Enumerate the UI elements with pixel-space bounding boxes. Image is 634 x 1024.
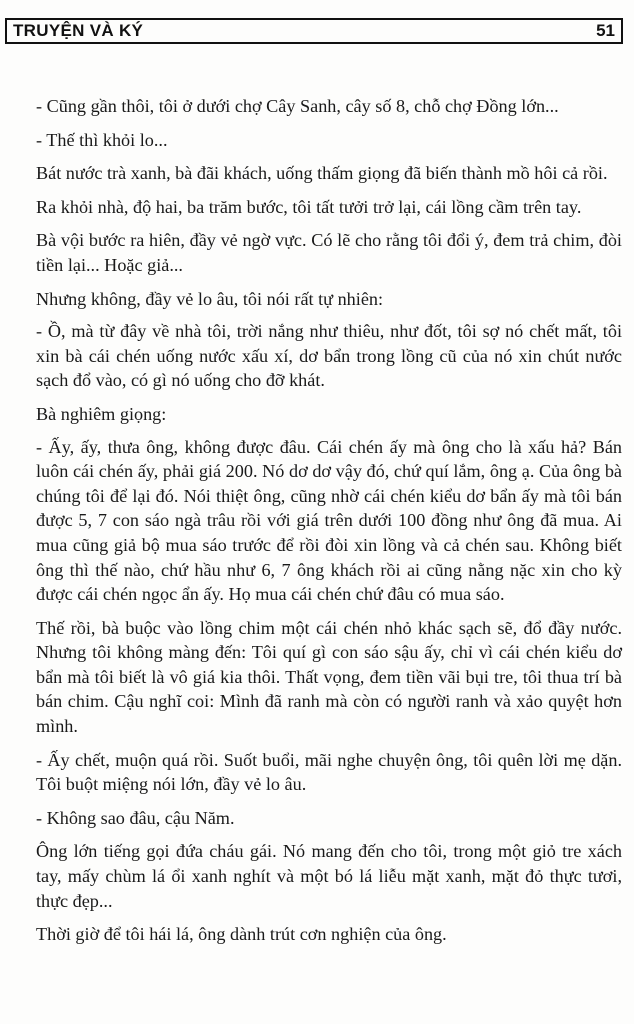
paragraph: Bà vội bước ra hiên, đầy vẻ ngờ vực. Có lẽ cho rằng tôi đổi ý, đem trả chim, đòi tiền lại... Hoặc giả... bbox=[36, 230, 622, 275]
paragraph: Thế rồi, bà buộc vào lồng chim một cái chén nhỏ khác sạch sẽ, đổ đầy nước. Nhưng tôi không màng đến: Tôi quí gì con sáo sậu ấy, chỉ vì cái chén kiểu dơ bẩn mà tôi biết là vô giá kia thôi. Thất vọng, đem tiền vãi bụi tre, tôi thua trí bà bán chim. Cậu nghĩ coi: Mình đã ranh mà còn có người ranh và xảo quyệt hơn mình. bbox=[36, 617, 622, 737]
running-header bbox=[5, 18, 623, 44]
body-text bbox=[36, 94, 622, 956]
paragraph: - Thế thì khỏi lo... bbox=[36, 129, 168, 150]
paragraph: Thời giờ để tôi hái lá, ông dành trút cơn nghiện của ông. bbox=[36, 924, 447, 945]
paragraph: - Cũng gần thôi, tôi ở dưới chợ Cây Sanh, cây số 8, chỗ chợ Đồng lớn... bbox=[36, 96, 559, 116]
paragraph: Ra khỏi nhà, độ hai, ba trăm bước, tôi tất tưởi trở lại, cái lồng cầm trên tay. bbox=[36, 196, 582, 217]
header-title: TRUYỆN VÀ KÝ bbox=[13, 21, 144, 40]
paragraph: - Ồ, mà từ đây về nhà tôi, trời nắng như thiêu, như đốt, tôi sợ nó chết mất, tôi xin bà cái chén uống nước xấu xí, dơ bẩn trong lồng cũ của nó xin chút nước sạch đổ vào, có gì nó uống cho đỡ khát. bbox=[36, 321, 622, 391]
paragraph: Bà nghiêm giọng: bbox=[36, 403, 167, 424]
paragraph: - Ấy chết, muộn quá rồi. Suốt buổi, mãi nghe chuyện ông, tôi quên lời mẹ dặn. Tôi buột miệng nói lớn, đầy vẻ lo âu. bbox=[36, 749, 622, 795]
paragraph: Ông lớn tiếng gọi đứa cháu gái. Nó mang đến cho tôi, trong một giỏ tre xách tay, mấy chùm lá ổi xanh nghít và một bó lá liễu mặt xanh, mặt đỏ thực tươi, thực đẹp... bbox=[36, 841, 622, 911]
paragraph: - Ấy, ấy, thưa ông, không được đâu. Cái chén ấy mà ông cho là xấu hả? Bán luôn cái chén ấy, phải giá 200. Nó dơ dơ vậy đó, chứ quí lắm, ông ạ. Của ông bà chúng tôi để lại đó. Nói thiệt ông, cũng nhờ cái chén kiểu dơ bẩn ấy mà tôi bán được 5, 7 con sáo ngà trâu rồi với giá trên dưới 100 đồng như ông đã mua. Ai mua cũng giả bộ mua sáo trước để rồi đòi xin lồng và cả chén sau. Không biết ông thì thế nào, chứ hầu như 6, 7 ông khách rồi ai cũng nằng nặc xin cho kỳ được cái chén ngọc ẩn ấy. Họ mua cái chén chứ đâu có mua sáo. bbox=[36, 436, 622, 605]
page-number: 51 bbox=[596, 21, 615, 40]
paragraph: - Không sao đâu, cậu Năm. bbox=[36, 807, 235, 828]
paragraph: Bát nước trà xanh, bà đãi khách, uống thấm giọng đã biến thành mồ hôi cả rồi. bbox=[36, 163, 608, 184]
paragraph: Nhưng không, đầy vẻ lo âu, tôi nói rất tự nhiên: bbox=[36, 288, 384, 309]
